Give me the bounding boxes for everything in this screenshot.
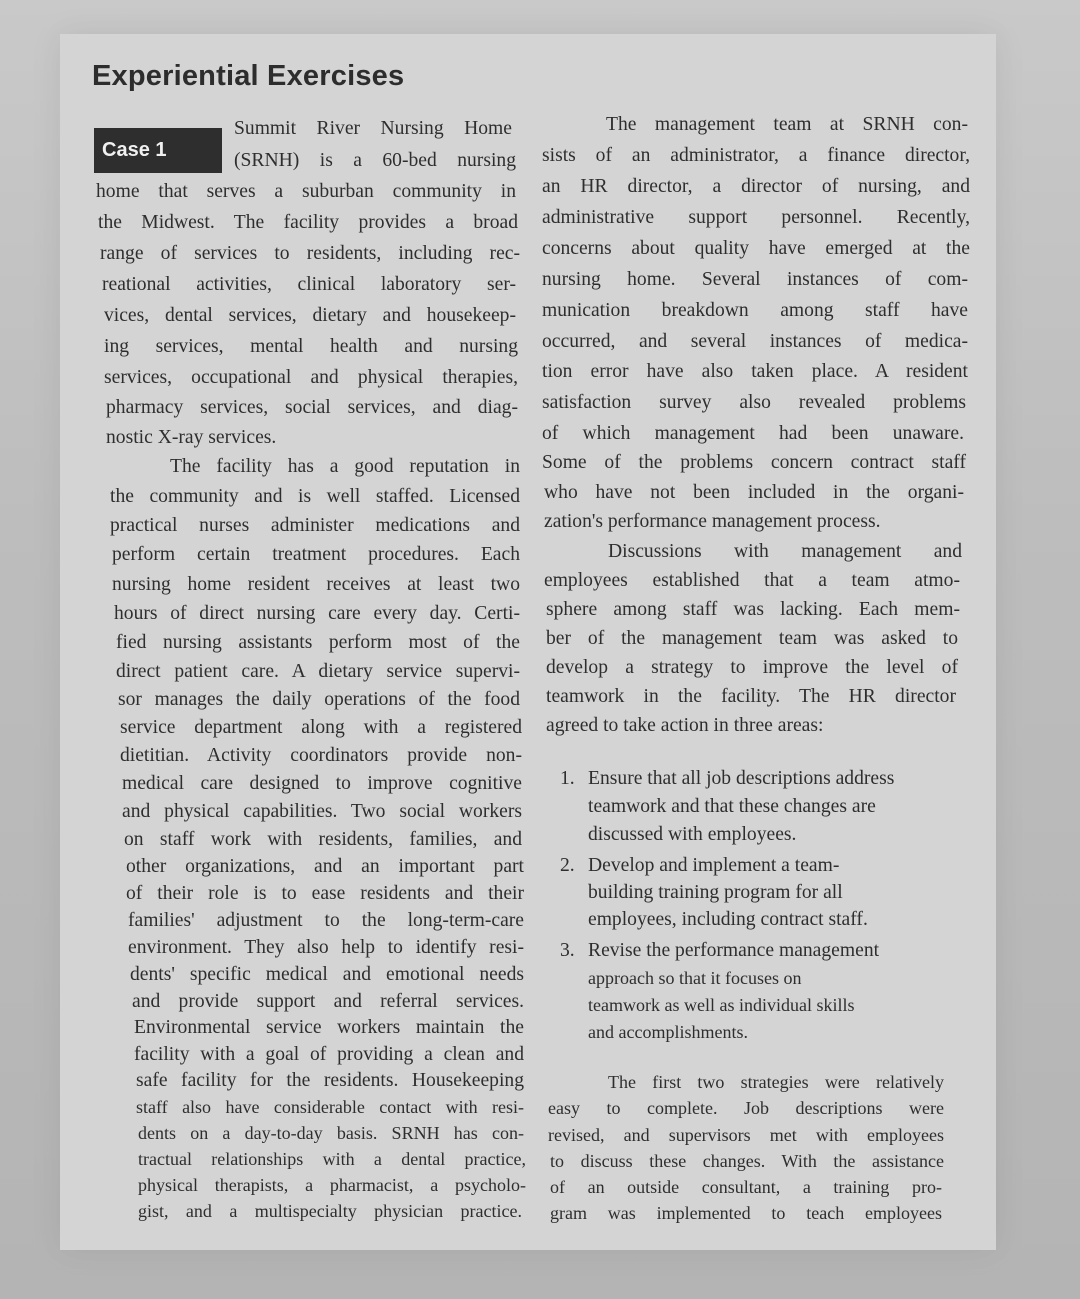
text-line: sphere among staff was lacking. Each mem- [546,599,960,620]
text-line: vices, dental services, dietary and housekeep- [104,305,516,326]
text-line: the Midwest. The facility provides a broad [98,212,518,233]
text-line: ing services, mental health and nursing [104,336,518,357]
text-line: perform certain treatment procedures. Each [112,544,520,565]
text-line: easy to complete. Job descriptions were [548,1098,944,1118]
text-line: physical therapists, a pharmacist, a psycholo- [138,1175,526,1195]
list-number: 2. [560,855,575,876]
text-line: The first two strategies were relatively [608,1072,944,1092]
text-line: gist, and a multispecialty physician practice. [138,1201,522,1221]
text-line: develop a strategy to improve the level of [546,657,958,678]
text-line: staff also have considerable contact with resi- [136,1097,524,1117]
text-line: Some of the problems concern contract staff [542,452,966,473]
text-line: sor manages the daily operations of the food [118,689,520,710]
text-line: of which management had been unaware. [542,423,964,444]
list-line: teamwork and that these changes are [588,796,876,817]
text-line: teamwork in the facility. The HR director [546,686,956,707]
list-line: discussed with employees. [588,824,797,845]
list-line: Ensure that all job descriptions address [588,768,895,789]
list-number: 3. [560,940,575,961]
list-line: employees, including contract staff. [588,909,868,930]
text-line: dents' specific medical and emotional needs [130,964,524,985]
text-line: environment. They also help to identify resi- [128,937,524,958]
text-line: services, occupational and physical therapies, [104,367,518,388]
text-line: fied nursing assistants perform most of the [116,632,520,653]
text-line: to discuss these changes. With the assistance [550,1151,944,1171]
list-line: teamwork as well as individual skills [588,995,855,1015]
text-line: and physical capabilities. Two social workers [122,801,522,822]
text-line: and provide support and referral services. [132,991,524,1012]
list-line: Develop and implement a team- [588,855,840,876]
text-line: on staff work with residents, families, and [124,829,522,850]
text-line: The management team at SRNH con- [606,114,968,135]
text-line: practical nurses administer medications and [110,515,520,536]
text-line: dietitian. Activity coordinators provide non- [120,745,522,766]
text-line: hours of direct nursing care every day. Certi- [114,603,520,624]
text-line: sists of an administrator, a finance director, [542,145,970,166]
text-line: tion error have also taken place. A resident [542,361,968,382]
list-line: building training program for all [588,882,843,903]
text-line: of an outside consultant, a training pro- [550,1177,942,1197]
text-line: administrative support personnel. Recently, [542,207,970,228]
text-line: pharmacy services, social services, and diag- [106,397,518,418]
text-line: home that serves a suburban community in [96,181,516,202]
text-line: agreed to take action in three areas: [546,715,824,736]
text-line: nursing home resident receives at least two [112,574,520,595]
text-line: dents on a day-to-day basis. SRNH has con- [138,1123,524,1143]
text-line: Summit River Nursing Home [234,118,512,139]
text-line: ber of the management team was asked to [546,628,958,649]
text-line: Discussions with management and [608,541,962,562]
text-line: facility with a goal of providing a clean and [134,1044,524,1065]
text-line: medical care designed to improve cognitive [122,773,522,794]
text-line: safe facility for the residents. Housekeeping [136,1070,524,1091]
text-line: munication breakdown among staff have [542,300,968,321]
text-line: gram was implemented to teach employees [550,1203,942,1223]
text-line: tractual relationships with a dental practice, [138,1149,526,1169]
text-line: reational activities, clinical laboratory ser- [102,274,516,295]
text-line: revised, and supervisors met with employees [548,1125,944,1145]
section-title: Experiential Exercises [92,60,405,92]
text-line: (SRNH) is a 60-bed nursing [234,150,516,171]
text-line: employees established that a team atmo- [544,570,960,591]
text-line: satisfaction survey also revealed problems [542,392,966,413]
text-line: who have not been included in the organi- [544,482,964,503]
text-line: families' adjustment to the long-term-care [128,910,524,931]
text-line: concerns about quality have emerged at the [542,238,970,259]
list-line: and accomplishments. [588,1022,748,1042]
text-line: Environmental service workers maintain the [134,1017,524,1038]
text-line: The facility has a good reputation in [170,456,520,477]
text-line: occurred, and several instances of medica- [542,331,968,352]
text-line: zation's performance management process. [544,511,881,532]
case-label-badge: Case 1 [94,128,222,173]
text-line: of their role is to ease residents and their [126,883,524,904]
list-line: Revise the performance management [588,940,880,961]
text-line: the community and is well staffed. Licensed [110,486,520,507]
list-line: approach so that it focuses on [588,968,802,988]
text-line: nursing home. Several instances of com- [542,269,968,290]
list-number: 1. [560,768,575,789]
text-line: direct patient care. A dietary service supervi- [116,661,520,682]
text-line: other organizations, and an important part [126,856,524,877]
text-line: service department along with a registered [120,717,522,738]
text-line: nostic X-ray services. [106,427,277,448]
text-line: an HR director, a director of nursing, and [542,176,970,197]
text-line: range of services to residents, including rec- [100,243,520,264]
